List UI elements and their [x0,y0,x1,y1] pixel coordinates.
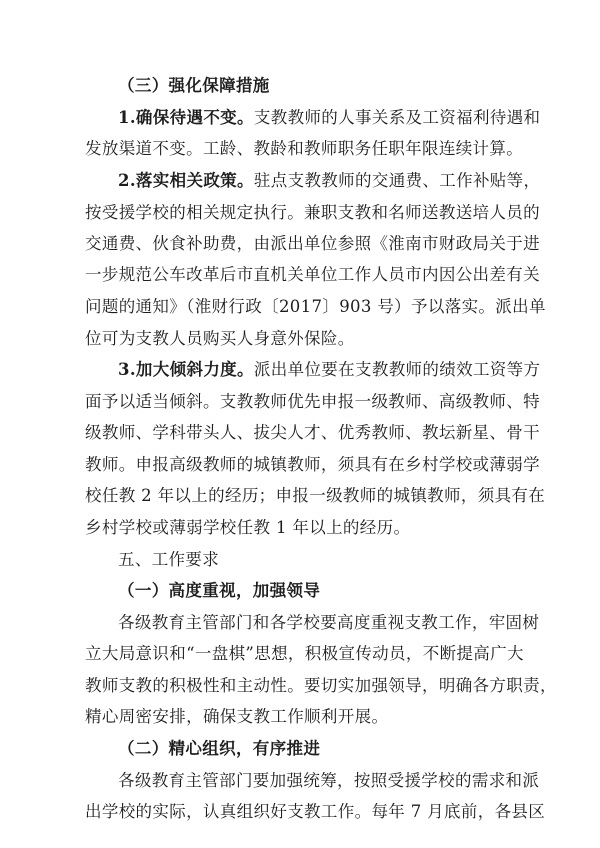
subsection-1-line-2: 立大局意识和“一盘棋”思想，积极宣传动员，不断提高广大 [85,644,524,663]
item-3-title: 3.加大倾斜力度。 [118,360,254,379]
item-3-line-2: 面予以适当倾斜。支教教师优先申报一级教师、高级教师、特 [85,392,540,411]
subsection-1-heading: （一）高度重视，加强领导 [118,581,321,600]
item-3-text: 派出单位要在支教教师的绩效工资等方 [253,360,541,379]
item-1-line-2: 发放渠道不变。工龄、教龄和教师职务任职年限连续计算。 [85,139,524,158]
item-3-line-4: 教师。申报高级教师的城镇教师，须具有在乡村学校或薄弱学 [85,455,540,474]
section-3-heading: （三）强化保障措施 [118,76,270,95]
item-3-line-3: 级教师、学科带头人、拔尖人才、优秀教师、教坛新星、骨干 [85,423,540,442]
item-1-line-1 [0,108,600,128]
item-1-title: 1.确保待遇不变。 [118,108,254,127]
subsection-1-line-1: 各级教育主管部门和各学校要高度重视支教工作，牢固树 [118,613,540,632]
item-2-line-6: 位可为支教人员购买人身意外保险。 [85,329,355,348]
item-2-title: 2.落实相关政策。 [118,171,254,190]
item-2-text: 驻点支教教师的交通费、工作补贴等， [253,171,541,190]
item-3-line-6: 乡村学校或薄弱学校任教 1 年以上的经历。 [85,518,411,537]
item-2-line-4: 一步规范公车改革后市直机关单位工作人员市内因公出差有关 [85,265,540,284]
item-2-line-1 [0,171,600,191]
item-3-line-1 [0,360,600,380]
subsection-1-line-3: 教师支教的积极性和主动性。要切实加强领导，明确各方职责， [85,676,557,695]
item-2-line-5: 问题的通知》（淮财行政〔2017〕903 号）予以落实。派出单 [85,297,546,316]
section-5-heading: 五、工作要求 [118,550,220,569]
item-2-line-3: 交通费、伙食补助费，由派出单位参照《淮南市财政局关于进 [85,234,540,253]
subsection-2-line-2: 出学校的实际，认真组织好支教工作。每年 7 月底前，各县区 [85,802,546,821]
subsection-2-line-1: 各级教育主管部门要加强统筹，按照受援学校的需求和派 [118,771,540,790]
item-1-text: 支教教师的人事关系及工资福利待遇和 [253,108,541,127]
item-3-line-5: 校任教 2 年以上的经历；申报一级教师的城镇教师，须具有在 [85,486,546,505]
item-2-line-2: 按受援学校的相关规定执行。兼职支教和名师送教送培人员的 [85,203,540,222]
subsection-1-line-4: 精心周密安排，确保支教工作顺利开展。 [85,707,389,726]
subsection-2-heading: （二）精心组织，有序推进 [118,739,321,758]
